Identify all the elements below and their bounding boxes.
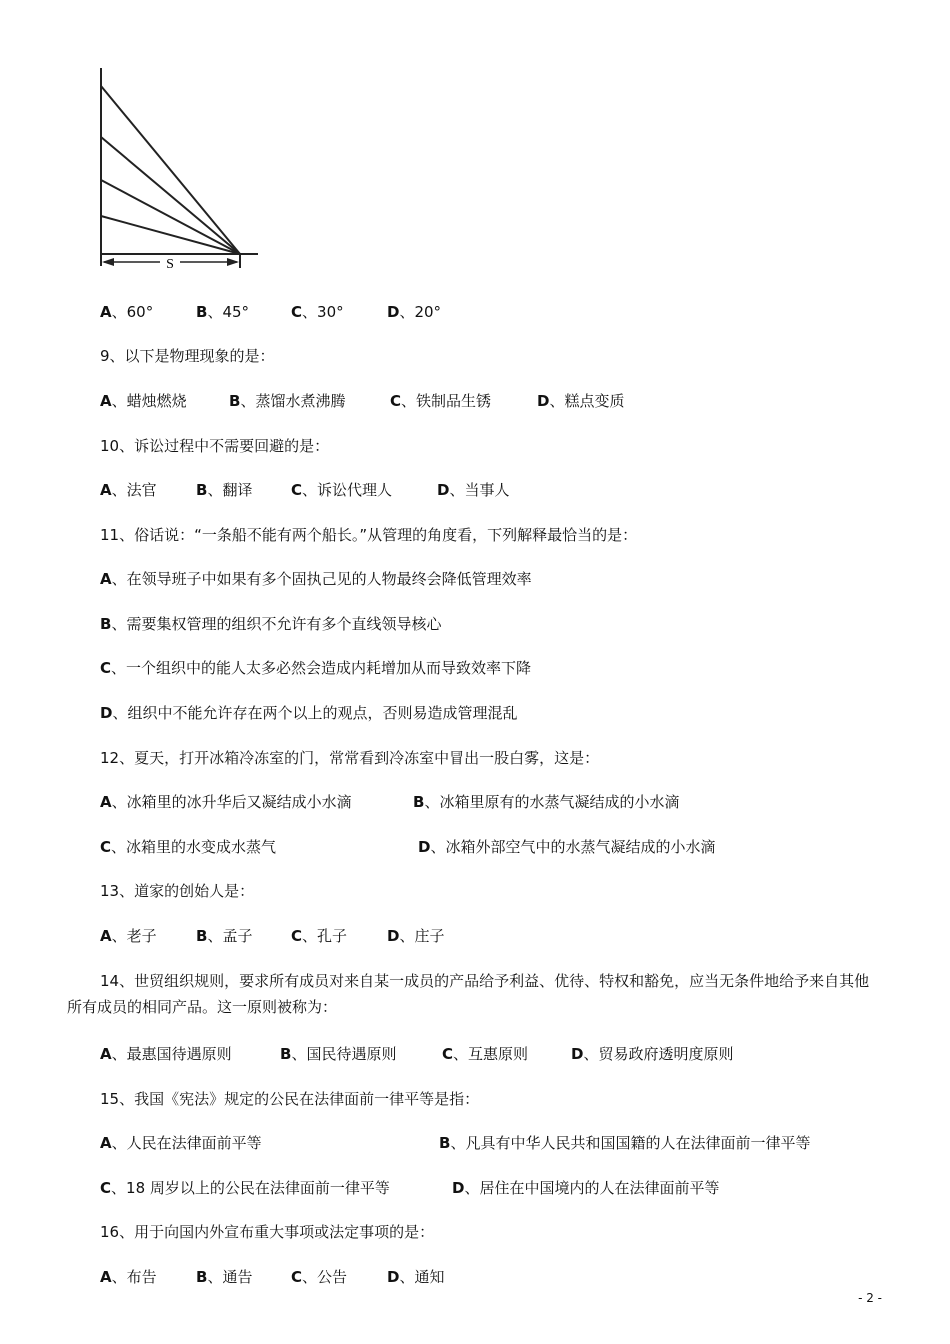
q8-option-c[interactable]: C、30° <box>291 303 344 321</box>
q13-option-a[interactable]: A、老子 <box>100 927 157 945</box>
q14-option-d[interactable]: D、贸易政府透明度原则 <box>571 1045 734 1063</box>
q13-option-d[interactable]: D、庄子 <box>387 927 445 945</box>
q10-option-d[interactable]: D、当事人 <box>437 481 510 499</box>
q16-option-d[interactable]: D、通知 <box>387 1268 445 1286</box>
q12-stem: 12、夏天，打开冰箱冷冻室的门，常常看到冷冻室中冒出一股白雾，这是： <box>100 749 600 767</box>
q13-option-b[interactable]: B、孟子 <box>196 927 253 945</box>
q14-option-a[interactable]: A、最惠国待遇原则 <box>100 1045 232 1063</box>
q10-option-b[interactable]: B、翻译 <box>196 481 253 499</box>
q8-option-d[interactable]: D、20° <box>387 303 442 321</box>
q12-option-a[interactable]: A、冰箱里的冰升华后又凝结成小水滴 <box>100 793 352 811</box>
q10-option-c[interactable]: C、诉讼代理人 <box>291 481 393 499</box>
q15-option-d[interactable]: D、居住在中国境内的人在法律面前平等 <box>452 1179 720 1197</box>
q13-option-c[interactable]: C、孔子 <box>291 927 348 945</box>
q12-option-c[interactable]: C、冰箱里的水变成水蒸气 <box>100 838 277 856</box>
q10-stem: 10、诉讼过程中不需要回避的是： <box>100 437 330 455</box>
incline-line-2 <box>101 137 240 254</box>
q9-option-a[interactable]: A、蜡烛燃烧 <box>100 392 187 410</box>
q16-option-b[interactable]: B、通告 <box>196 1268 253 1286</box>
q14-option-b[interactable]: B、国民待遇原则 <box>280 1045 397 1063</box>
q8-option-b[interactable]: B、45° <box>196 303 250 321</box>
distance-arrowhead-right <box>227 258 239 266</box>
q9-stem: 9、以下是物理现象的是： <box>100 347 275 365</box>
q10-option-a[interactable]: A、法官 <box>100 481 157 499</box>
q11-stem: 11、俗话说：“一条船不能有两个船长。”从管理的角度看，下列解释最恰当的是： <box>100 526 638 544</box>
page-number: - 2 - <box>858 1291 882 1305</box>
q12-option-d[interactable]: D、冰箱外部空气中的水蒸气凝结成的小水滴 <box>418 838 716 856</box>
incline-line-4 <box>101 216 240 254</box>
distance-arrowhead-left <box>102 258 114 266</box>
q9-option-d[interactable]: D、糕点变质 <box>537 392 625 410</box>
q13-stem: 13、道家的创始人是： <box>100 882 255 900</box>
incline-figure <box>0 0 300 290</box>
q11-option-a[interactable]: A、在领导班子中如果有多个固执己见的人物最终会降低管理效率 <box>100 570 532 588</box>
incline-line-3 <box>101 180 240 254</box>
q11-option-c[interactable]: C、一个组织中的能人太多必然会造成内耗增加从而导致效率下降 <box>100 659 532 677</box>
q15-stem: 15、我国《宪法》规定的公民在法律面前一律平等是指： <box>100 1090 480 1108</box>
q16-option-c[interactable]: C、公告 <box>291 1268 348 1286</box>
q15-option-c[interactable]: C、18 周岁以上的公民在法律面前一律平等 <box>100 1179 390 1197</box>
q15-option-a[interactable]: A、人民在法律面前平等 <box>100 1134 262 1152</box>
q9-option-b[interactable]: B、蒸馏水煮沸腾 <box>229 392 346 410</box>
q12-option-b[interactable]: B、冰箱里原有的水蒸气凝结成的小水滴 <box>413 793 680 811</box>
distance-label: S <box>166 257 174 272</box>
q11-option-b[interactable]: B、需要集权管理的组织不允许有多个直线领导核心 <box>100 615 442 633</box>
q14-option-c[interactable]: C、互惠原则 <box>442 1045 529 1063</box>
q9-option-c[interactable]: C、铁制品生锈 <box>390 392 492 410</box>
q14-stem: 14、世贸组织规则，要求所有成员对来自某一成员的产品给予利益、优待、特权和豁免，应当无条件地给予来自其他所有成员的相同产品。这一原则被称为： <box>67 972 870 1016</box>
q16-stem: 16、用于向国内外宣布重大事项或法定事项的是： <box>100 1223 435 1241</box>
q16-option-a[interactable]: A、布告 <box>100 1268 157 1286</box>
incline-line-1 <box>101 86 240 254</box>
q15-option-b[interactable]: B、凡具有中华人民共和国国籍的人在法律面前一律平等 <box>439 1134 811 1152</box>
q8-option-a[interactable]: A、60° <box>100 303 154 321</box>
q11-option-d[interactable]: D、组织中不能允许存在两个以上的观点，否则易造成管理混乱 <box>100 704 518 722</box>
